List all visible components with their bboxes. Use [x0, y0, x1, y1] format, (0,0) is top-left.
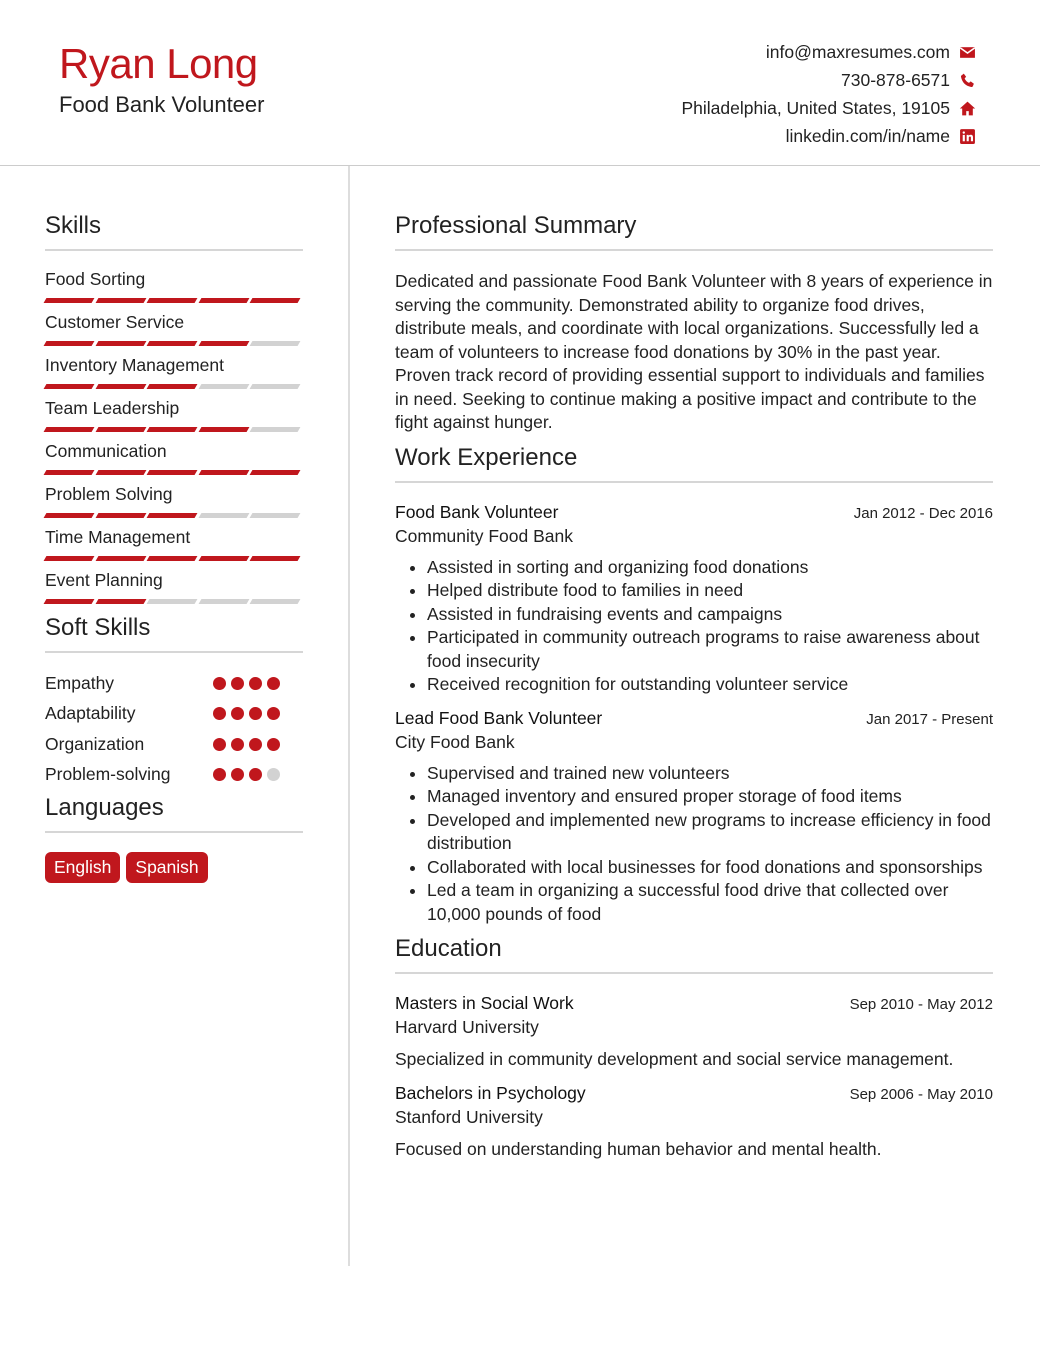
skill-level-segment [44, 384, 95, 389]
soft-skill-label: Organization [45, 733, 145, 754]
skill-level-segment [44, 427, 95, 432]
skill-level-bars [45, 513, 303, 518]
rating-dot [231, 768, 244, 781]
skill-level-segment [250, 384, 301, 389]
soft-skill-item [45, 729, 303, 760]
rating-dot [213, 707, 226, 720]
skill-item [45, 355, 303, 389]
skills-title: Skills [45, 212, 303, 251]
rating-dot [231, 707, 244, 720]
skill-level-segment [95, 298, 146, 303]
skill-level-segment [147, 384, 198, 389]
contact-phone[interactable] [681, 66, 976, 94]
linkedin-icon [958, 127, 976, 145]
rating-dot [267, 768, 280, 781]
phone-icon [958, 71, 976, 89]
skill-label: Problem Solving [45, 484, 173, 504]
soft-skill-label: Problem-solving [45, 764, 171, 785]
skill-label: Inventory Management [45, 355, 224, 375]
education-degree: Masters in Social Work [395, 993, 574, 1013]
rating-dot [213, 768, 226, 781]
education-entry [395, 1083, 993, 1160]
job-title: Food Bank Volunteer [395, 501, 559, 522]
education-section [395, 935, 993, 1160]
job-bullet: • Managed inventory and ensured proper storage of food items [427, 785, 993, 809]
soft-skill-label: Empathy [45, 672, 115, 693]
skill-label: Team Leadership [45, 398, 180, 418]
skill-level-segment [44, 556, 95, 561]
education-school: Harvard University [395, 1017, 539, 1037]
skill-level-segment [198, 556, 249, 561]
skill-level-segment [250, 427, 301, 432]
skill-item [45, 269, 303, 303]
job-bullet: • Helped distribute food to families in need [427, 579, 993, 603]
skill-level-bars [45, 341, 303, 346]
skill-item [45, 312, 303, 346]
soft-skill-item [45, 760, 303, 791]
languages-section [45, 794, 303, 883]
skill-level-segment [147, 470, 198, 475]
experience-title: Work Experience [395, 444, 993, 483]
skill-level-segment [95, 384, 146, 389]
job-bullet: • Participated in community outreach programs to raise awareness about food insecurity [427, 626, 993, 673]
skill-level-segment [147, 341, 198, 346]
skill-label: Food Sorting [45, 269, 146, 289]
education-degree: Bachelors in Psychology [395, 1083, 586, 1103]
skill-label: Time Management [45, 527, 191, 547]
skill-level-segment [95, 556, 146, 561]
rating-dot [249, 707, 262, 720]
contact-email[interactable] [681, 38, 976, 66]
skill-level-segment [44, 298, 95, 303]
skill-level-segment [250, 341, 301, 346]
experience-section [395, 444, 993, 927]
soft-skills-section [45, 614, 303, 790]
education-list [395, 993, 993, 1160]
education-description: Focused on understanding human behavior and mental health. [395, 1139, 882, 1159]
candidate-role: Food Bank Volunteer [59, 92, 265, 117]
job-bullet: • Collaborated with local businesses for food donations and sponsorships [427, 856, 993, 880]
education-entry [395, 993, 993, 1070]
skill-level-segment [250, 513, 301, 518]
job-header [395, 502, 993, 523]
job-bullets [395, 556, 993, 697]
skill-level-segment [147, 556, 198, 561]
skill-label: Event Planning [45, 570, 163, 590]
contact-block [681, 38, 976, 150]
skill-level-segment [95, 427, 146, 432]
rating-dot [267, 738, 280, 751]
soft-skill-rating [213, 738, 285, 751]
language-badge: English [45, 852, 120, 883]
skill-level-bars [45, 470, 303, 475]
job-date: Jan 2017 - Present [866, 710, 993, 728]
education-header [395, 1083, 993, 1104]
soft-skill-label: Adaptability [45, 703, 136, 724]
languages-title: Languages [45, 794, 303, 833]
skill-level-segment [198, 599, 249, 604]
soft-skills-list [45, 668, 303, 790]
skill-level-segment [198, 341, 249, 346]
skill-level-segment [250, 556, 301, 561]
soft-skills-title: Soft Skills [45, 614, 303, 653]
skills-list [45, 269, 303, 604]
soft-skill-rating [213, 768, 285, 781]
rating-dot [249, 677, 262, 690]
contact-address-text: Philadelphia, United States, 19105 [681, 97, 950, 118]
right-column [395, 166, 993, 1160]
skill-item [45, 527, 303, 561]
skill-level-segment [95, 599, 146, 604]
summary-text: Dedicated and passionate Food Bank Volunteer with 8 years of experience in serving the community. Demonstrated ability to organize food drives, distribute meals, and coordinate with local organizations. Successfully led a team of volunteers to increase food donations by 30% in the past year. Proven track record of providing essential support to individuals and families in need. Seeking to continue making a positive impact and contribute to the fight against hunger. [395, 271, 993, 432]
rating-dot [267, 707, 280, 720]
contact-phone-text[interactable]: 730-878-6571 [841, 69, 950, 90]
skill-item [45, 570, 303, 604]
skill-item [45, 441, 303, 475]
education-description: Specialized in community development and social service management. [395, 1049, 954, 1069]
skill-level-segment [44, 341, 95, 346]
education-date: Sep 2006 - May 2010 [849, 1086, 993, 1103]
skill-level-segment [147, 298, 198, 303]
skill-level-segment [198, 298, 249, 303]
skill-level-segment [198, 513, 249, 518]
column-divider [348, 166, 350, 1266]
job-bullet: • Led a team in organizing a successful food drive that collected over 10,000 pounds of food [427, 879, 993, 926]
education-school: Stanford University [395, 1107, 543, 1127]
language-badges [45, 852, 303, 883]
job-date: Jan 2012 - Dec 2016 [853, 504, 993, 522]
soft-skill-rating [213, 677, 285, 690]
job-bullet: • Assisted in sorting and organizing food donations [427, 556, 993, 580]
soft-skill-item [45, 668, 303, 699]
soft-skill-item [45, 699, 303, 730]
skill-level-segment [250, 599, 301, 604]
rating-dot [231, 677, 244, 690]
job-title: Lead Food Bank Volunteer [395, 707, 603, 728]
contact-email-text[interactable]: info@maxresumes.com [765, 41, 950, 62]
skill-level-segment [44, 470, 95, 475]
skill-level-segment [198, 384, 249, 389]
skills-section [45, 212, 303, 604]
rating-dot [249, 768, 262, 781]
contact-linkedin[interactable] [681, 122, 976, 150]
envelope-icon [958, 43, 976, 61]
summary-section [395, 212, 993, 435]
skill-level-segment [44, 599, 95, 604]
skill-item [45, 398, 303, 432]
rating-dot [213, 738, 226, 751]
education-title: Education [395, 935, 993, 974]
rating-dot [213, 677, 226, 690]
skill-level-bars [45, 298, 303, 303]
skill-level-segment [44, 513, 95, 518]
skill-level-segment [250, 470, 301, 475]
candidate-name: Ryan Long [59, 40, 258, 87]
skill-label: Communication [45, 441, 167, 461]
home-icon [958, 99, 976, 117]
skill-label: Customer Service [45, 312, 185, 332]
job-organization: Community Food Bank [395, 525, 573, 546]
job-bullet: • Supervised and trained new volunteers [427, 762, 993, 786]
job-bullet: • Assisted in fundraising events and campaigns [427, 603, 993, 627]
skill-level-segment [198, 470, 249, 475]
skill-level-segment [95, 341, 146, 346]
job-bullet: • Developed and implemented new programs to increase efficiency in food distribution [427, 809, 993, 856]
skill-level-segment [95, 513, 146, 518]
skill-level-bars [45, 427, 303, 432]
soft-skill-rating [213, 707, 285, 720]
skill-level-bars [45, 556, 303, 561]
skill-level-segment [198, 427, 249, 432]
summary-title: Professional Summary [395, 212, 993, 251]
resume-header [0, 0, 1040, 166]
education-date: Sep 2010 - May 2012 [849, 996, 993, 1013]
skill-level-segment [250, 298, 301, 303]
job-bullet: • Received recognition for outstanding volunteer service [427, 673, 993, 697]
skill-level-segment [147, 513, 198, 518]
skill-level-bars [45, 384, 303, 389]
job-bullets [395, 762, 993, 927]
job-header [395, 708, 993, 729]
rating-dot [249, 738, 262, 751]
left-column [45, 166, 303, 883]
job-entry [395, 502, 993, 697]
education-header [395, 993, 993, 1014]
skill-item [45, 484, 303, 518]
contact-address [681, 94, 976, 122]
job-entry [395, 708, 993, 927]
language-badge: Spanish [126, 852, 207, 883]
skill-level-segment [95, 470, 146, 475]
skill-level-bars [45, 599, 303, 604]
rating-dot [231, 738, 244, 751]
skill-level-segment [147, 599, 198, 604]
job-organization: City Food Bank [395, 731, 515, 752]
contact-linkedin-text[interactable]: linkedin.com/in/name [785, 125, 950, 146]
skill-level-segment [147, 427, 198, 432]
rating-dot [267, 677, 280, 690]
jobs-list [395, 502, 993, 927]
